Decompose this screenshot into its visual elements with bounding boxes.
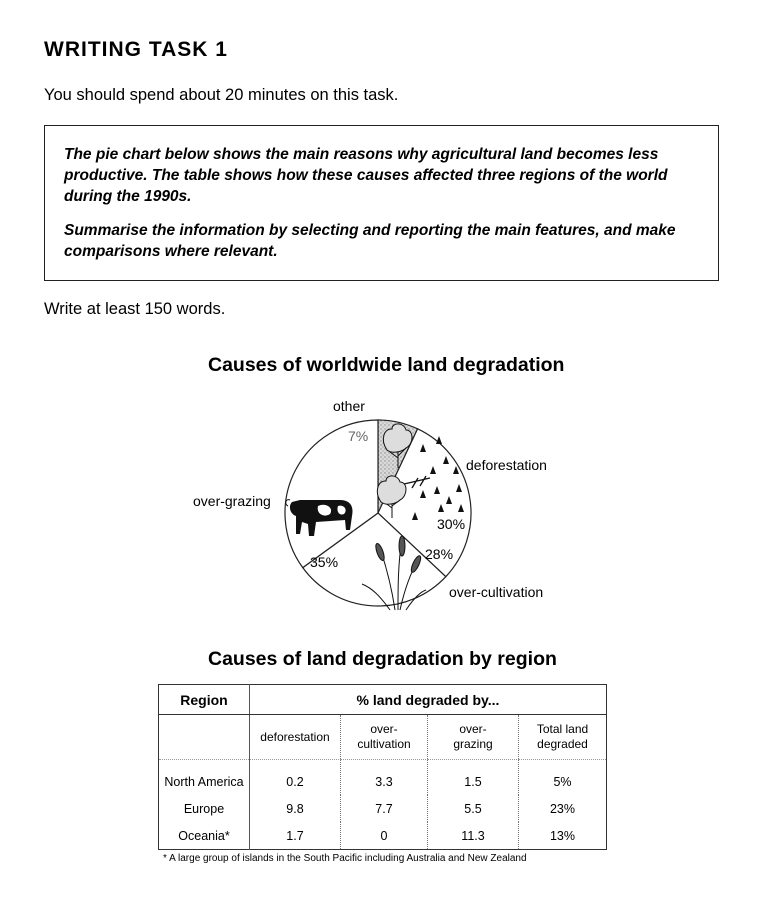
col-header-over-cultivation: over- cultivation	[341, 715, 428, 760]
cell-over-grazing: 11.3	[428, 822, 519, 850]
col-header-deforestation: deforestation	[250, 715, 341, 760]
cell-deforestation: 0.2	[250, 760, 341, 796]
cell-over-grazing: 5.5	[428, 795, 519, 822]
cell-over-grazing: 1.5	[428, 760, 519, 796]
table-header-blank	[159, 715, 250, 760]
table-title: Causes of land degradation by region	[208, 648, 557, 670]
pie-label-over-grazing: over-grazing	[193, 493, 271, 509]
pie-label-other: other	[333, 398, 365, 414]
pie-value-over-cultivation: 28%	[425, 546, 454, 562]
task-summary-instruction: Summarise the information by selecting and reporting the main features, and make comparisons where relevant.	[64, 222, 676, 260]
task-heading: WRITING TASK 1	[44, 38, 228, 61]
row-region: North America	[164, 774, 244, 789]
row-region: Europe	[183, 801, 225, 816]
word-count-instruction: Write at least 150 words.	[44, 300, 226, 318]
cell-total: 23%	[519, 795, 607, 822]
cell-deforestation: 9.8	[250, 795, 341, 822]
pie-value-over-grazing: 35%	[310, 554, 339, 570]
table-row	[159, 760, 607, 796]
cell-over-cultivation: 3.3	[341, 760, 428, 796]
table-footnote: * A large group of islands in the South Pacific including Australia and New Zealand	[163, 853, 527, 864]
table-header-group: % land degraded by...	[250, 685, 607, 715]
col-header-total: Total land degraded	[519, 715, 607, 760]
cell-total: 5%	[519, 760, 607, 796]
col-header-over-grazing: over- grazing	[428, 715, 519, 760]
task-prompt: The pie chart below shows the main reasons why agricultural land becomes less productive. The table shows how these causes affected three regions of the world during the 1990s.	[64, 146, 668, 205]
pie-chart-title: Causes of worldwide land degradation	[208, 354, 565, 376]
table-header-region: Region	[159, 685, 250, 715]
degradation-table	[158, 684, 607, 850]
cell-total: 13%	[519, 822, 607, 850]
pie-label-deforestation: deforestation	[466, 457, 547, 473]
row-region: Oceania*	[178, 828, 230, 843]
table-row	[159, 795, 607, 822]
time-instruction: You should spend about 20 minutes on this task.	[44, 86, 399, 104]
cell-deforestation: 1.7	[250, 822, 341, 850]
pie-value-other: 7%	[348, 428, 369, 444]
pie-label-over-cultivation: over-cultivation	[449, 584, 544, 600]
table-row	[159, 822, 607, 850]
cell-over-cultivation: 0	[341, 822, 428, 850]
pie-value-deforestation: 30%	[437, 516, 466, 532]
cell-over-cultivation: 7.7	[341, 795, 428, 822]
